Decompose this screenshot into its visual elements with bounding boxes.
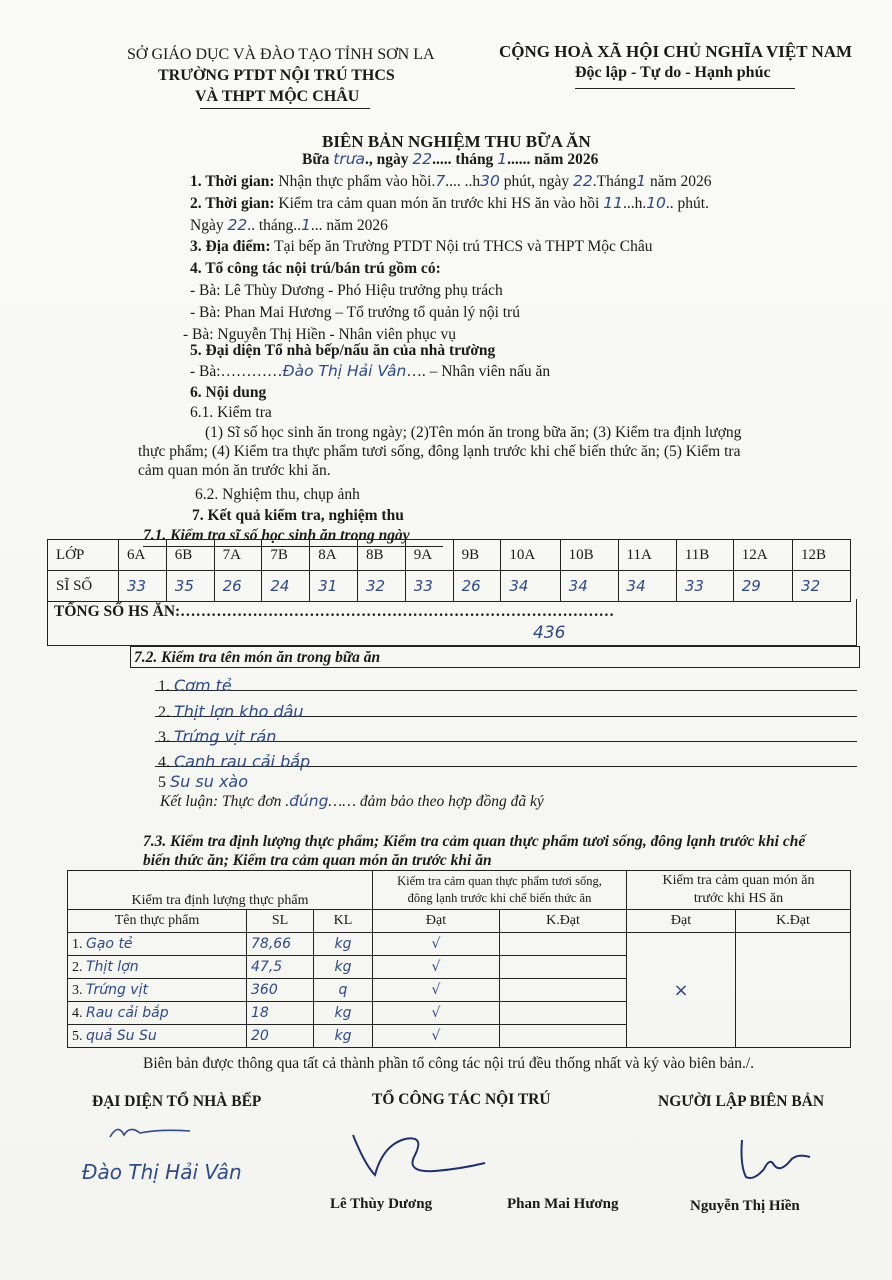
fresh-fail [500,933,627,956]
count-cell: 34 [618,571,676,602]
food-name: 4. Rau cải bắp [68,1002,247,1025]
fresh-pass: √ [373,1002,500,1025]
food-kl: kg [314,933,373,956]
class-cell: 9A [405,540,453,571]
fresh-fail [500,956,627,979]
class-cell: 8A [310,540,358,571]
count-row [48,571,851,602]
col-dish-pass: Đạt [627,910,736,933]
col-fresh-fail: K.Đạt [500,910,627,933]
author-name: Nguyễn Thị Hiền [690,1198,800,1214]
count-cell: 32 [357,571,405,602]
dish-item-3: 3. Trứng vịt rán [158,727,277,746]
fresh-pass: √ [373,979,500,1002]
food-kl: kg [314,1025,373,1048]
food-name: 2. Thịt lợn [68,956,247,979]
class-cell: 9B [453,540,501,571]
header-right-underline [575,88,795,89]
inspect-date-line: Ngày 22.. tháng..1... năm 2026 [190,216,388,234]
class-row [48,540,851,571]
fresh-pass: √ [373,956,500,979]
class-cell: 10A [501,540,560,571]
kitchen-signature-title: ĐẠI DIỆN TỔ NHÀ BẾP [92,1093,262,1110]
col-kl: KL [314,910,373,933]
meal-date-line: Bữa trưa., ngày 22..... tháng 1...... năm 2026 [302,150,599,168]
fresh-header: Kiểm tra cảm quan thực phẩm tươi sống, đông lạnh trước khi chế biến thức ăn [373,871,627,910]
check-heading: 6.1. Kiểm tra [190,404,272,421]
team-signature [345,1125,495,1185]
col-sl: SL [247,910,314,933]
check-text-3: cảm quan món ăn trước khi ăn. [138,462,331,479]
fresh-pass: √ [373,933,500,956]
class-count-table [47,539,851,602]
count-cell: 34 [560,571,618,602]
class-cell: 10B [560,540,618,571]
result-heading: 7. Kết quả kiểm tra, nghiệm thu [192,507,404,524]
team-signature-title: TỔ CÔNG TÁC NỘI TRÚ [372,1091,551,1108]
dish-header: Kiểm tra cảm quan món ăn trước khi HS ăn [627,871,851,910]
content-heading: 6. Nội dung [190,384,267,401]
food-kl: kg [314,956,373,979]
fresh-fail [500,979,627,1002]
dish-line [155,690,857,691]
kitchen-signature [100,1115,210,1145]
class-cell: 8B [357,540,405,571]
dish-item-5: 5 Su su xào [158,772,249,791]
inspect-time-line: 2. Thời gian: Kiểm tra cảm quan món ăn trước khi HS ăn vào hồi 11...h.10.. phút. [190,194,709,212]
team-member-3: - Bà: Nguyễn Thị Hiền - Nhân viên phục vụ [183,326,457,343]
food-name: 5. quả Su Su [68,1025,247,1048]
dish-item-2: 2. Thịt lợn kho dâu [158,702,304,721]
quant-header-row [68,871,851,910]
section-72-title: 7.2. Kiểm tra tên món ăn trong bữa ăn [134,649,381,666]
place-line: 3. Địa điểm: Tại bếp ăn Trường PTDT Nội trú THCS và THPT Mộc Châu [190,238,653,255]
count-cell: 29 [733,571,792,602]
count-cell: 24 [262,571,310,602]
dish-item-1: 1. Cơm tẻ [158,676,232,695]
count-cell: 33 [676,571,733,602]
quant-header: Kiểm tra định lượng thực phẩm [68,871,373,910]
count-cell: 34 [501,571,560,602]
col-fresh-pass: Đạt [373,910,500,933]
section-71-title: 7.1. Kiểm tra sĩ số học sinh ăn trong ngày [143,527,410,544]
food-sl: 360 [247,979,314,1002]
country-motto: Độc lập - Tự do - Hạnh phúc [575,64,771,81]
count-cell: 33 [119,571,167,602]
team-member-1: - Bà: Lê Thùy Dương - Phó Hiệu trưởng phụ trách [190,282,503,299]
school-name-line2: VÀ THPT MỘC CHÂU [195,88,360,105]
class-cell: 12B [793,540,851,571]
food-sl: 20 [247,1025,314,1048]
food-kl: q [314,979,373,1002]
menu-conclusion: Kết luận: Thực đơn .đúng…… đảm bảo theo hợp đồng đã ký [160,792,544,810]
dish-fail-cell [736,933,851,1048]
section-73-title-1: 7.3. Kiểm tra định lượng thực phẩm; Kiểm tra cảm quan thực phẩm tươi sống, đông lạnh trước khi chế [143,833,806,850]
count-cell: 35 [166,571,214,602]
class-cell: 6B [166,540,214,571]
dish-item-4: 4. Canh rau cải bắp [158,752,311,771]
country-name: CỘNG HOÀ XÃ HỘI CHỦ NGHĨA VIỆT NAM [499,42,853,61]
kitchen-signed-name: Đào Thị Hải Vân [82,1160,242,1184]
class-cell: 6A [119,540,167,571]
kitchen-member: - Bà:…………Đào Thị Hải Vân…. – Nhân viên nấu ăn [190,362,551,380]
count-cell: 26 [453,571,501,602]
total-box [47,599,857,646]
table-row [68,933,851,956]
check-text-2: thực phẩm; (4) Kiểm tra thực phẩm tươi sống, đông lạnh trước khi chế biến thức ăn; (5) Kiểm tra [138,443,741,460]
fresh-pass: √ [373,1025,500,1048]
class-cell: 12A [733,540,792,571]
class-cell: 11B [676,540,733,571]
class-row-label: LỚP [48,540,119,571]
quant-subheader-row [68,910,851,933]
team-heading: 4. Tổ công tác nội trú/bán trú gồm có: [190,260,441,277]
header-left-underline [200,108,370,109]
team-member-2: - Bà: Phan Mai Hương – Tổ trưởng tổ quản lý nội trú [190,304,520,321]
count-row-label: SĨ SỐ [48,571,119,602]
col-name: Tên thực phẩm [68,910,247,933]
receive-time-line: 1. Thời gian: Nhận thực phẩm vào hồi.7.... ..h30 phút, ngày 22.Tháng1 năm 2026 [190,172,712,190]
food-kl: kg [314,1002,373,1025]
check-text-1: (1) Sĩ số học sinh ăn trong ngày; (2)Tên món ăn trong bữa ăn; (3) Kiểm tra định lượng [205,424,742,441]
count-cell: 31 [310,571,358,602]
closing-statement: Biên bản được thông qua tất cả thành phần tổ công tác nội trú đều thống nhất và ký vào biên bản./. [143,1055,755,1072]
dish-pass-mark: × [627,933,736,1048]
school-name-line1: TRƯỜNG PTDT NỘI TRÚ THCS [158,67,395,84]
class-cell: 11A [618,540,676,571]
food-name: 1. Gạo tẻ [68,933,247,956]
food-sl: 47,5 [247,956,314,979]
author-signature [730,1135,820,1185]
col-dish-fail: K.Đạt [736,910,851,933]
kitchen-heading: 5. Đại diện Tổ nhà bếp/nấu ăn của nhà trường [190,342,496,359]
team-member-name-1: Lê Thùy Dương [330,1196,433,1212]
fresh-fail [500,1002,627,1025]
document-title: BIÊN BẢN NGHIỆM THU BỮA ĂN [322,132,591,151]
food-sl: 18 [247,1002,314,1025]
class-cell: 7A [214,540,262,571]
food-name: 3. Trứng vịt [68,979,247,1002]
total-label: TỔNG SỐ HS ĂN:………………………………………………………………………… [54,603,615,620]
food-sl: 78,66 [247,933,314,956]
count-cell: 26 [214,571,262,602]
count-cell: 32 [793,571,851,602]
team-member-name-2: Phan Mai Hương [507,1196,619,1212]
author-signature-title: NGƯỜI LẬP BIÊN BẢN [658,1093,825,1110]
total-value: 436 [533,623,566,643]
class-cell: 7B [262,540,310,571]
fresh-fail [500,1025,627,1048]
accept-heading: 6.2. Nghiệm thu, chụp ảnh [195,486,360,503]
department-name: SỞ GIÁO DỤC VÀ ĐÀO TẠO TỈNH SƠN LA [127,46,435,63]
count-cell: 33 [405,571,453,602]
section-73-title-2: biến thức ăn; Kiểm tra cảm quan món ăn trước khi ăn [143,852,492,869]
food-quantity-table [67,870,851,1048]
